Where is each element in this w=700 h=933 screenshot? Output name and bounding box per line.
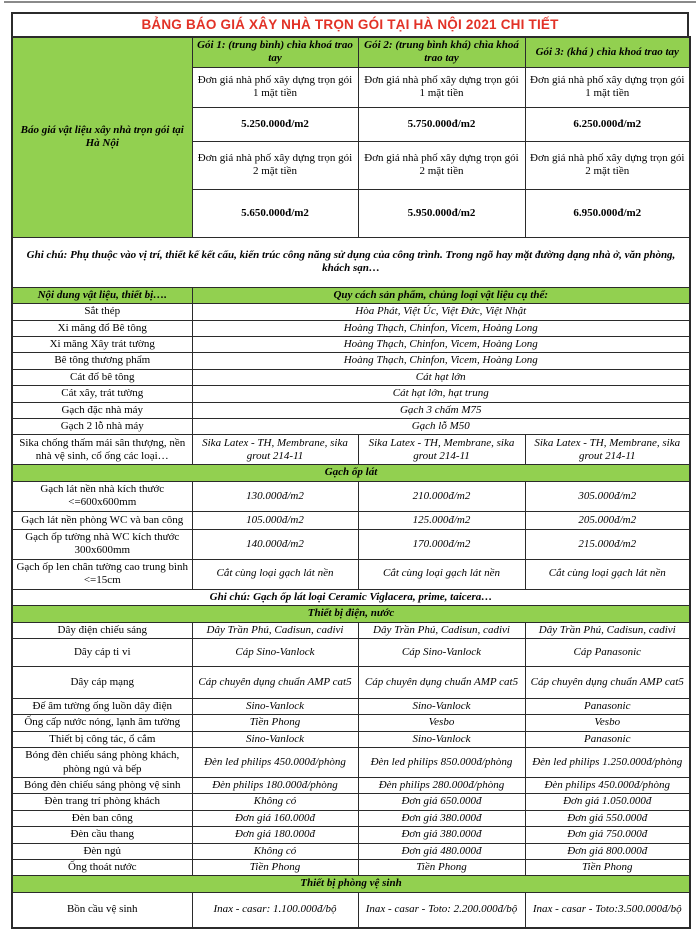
item-row <box>12 892 690 928</box>
item-value: Đèn philips 280.000đ/phòng <box>358 777 525 793</box>
section-header: Thiết bị điện, nước <box>12 606 690 622</box>
section-row <box>12 876 690 892</box>
item-value: Hoàng Thạch, Chinfon, Vicem, Hoàng Long <box>192 320 690 336</box>
item-value: Inax - casar - Toto:3.500.000đ/bộ <box>525 892 690 928</box>
item-value: Cáp Sino-Vanlock <box>192 638 358 666</box>
item-row <box>12 559 690 589</box>
item-label: Xi măng Xây trát tường <box>12 337 192 353</box>
item-label: Đèn ngủ <box>12 843 192 859</box>
item-value: Đèn philips 180.000đ/phòng <box>192 777 358 793</box>
item-value: 140.000đ/m2 <box>192 529 358 559</box>
desc-cell: Đơn giá nhà phố xây dựng trọn gói 1 mặt tiền <box>192 67 358 107</box>
item-value: Đơn giá 180.000đ <box>192 827 358 843</box>
item-value: Cát hạt lớn <box>192 369 690 385</box>
item-row <box>12 419 690 435</box>
price-cell: 5.950.000đ/m2 <box>358 189 525 237</box>
item-value: Hoàng Thạch, Chinfon, Vicem, Hoàng Long <box>192 337 690 353</box>
item-label: Sắt thép <box>12 304 192 320</box>
item-value: Không có <box>192 843 358 859</box>
item-value: 305.000đ/m2 <box>525 481 690 511</box>
item-value: 130.000đ/m2 <box>192 481 358 511</box>
item-row <box>12 827 690 843</box>
item-value: Tiền Phong <box>192 859 358 875</box>
item-row <box>12 843 690 859</box>
item-value: Đơn giá 650.000đ <box>358 794 525 810</box>
item-row <box>12 715 690 731</box>
item-value: 210.000đ/m2 <box>358 481 525 511</box>
price-cell: 5.250.000đ/m2 <box>192 107 358 141</box>
item-value: Cáp Panasonic <box>525 638 690 666</box>
item-row <box>12 731 690 747</box>
item-value: Cắt cùng loại gạch lát nền <box>192 559 358 589</box>
note-row <box>12 237 690 287</box>
item-row <box>12 304 690 320</box>
item-row <box>12 859 690 875</box>
price-cell: 6.250.000đ/m2 <box>525 107 690 141</box>
item-label: Dây cáp mạng <box>12 666 192 698</box>
item-value: Không có <box>192 794 358 810</box>
package-header: Gói 1: (trung bình) chìa khoá trao tay <box>192 37 358 67</box>
section-header: Gạch ốp lát <box>12 465 690 481</box>
price-cell: 5.750.000đ/m2 <box>358 107 525 141</box>
item-row <box>12 810 690 826</box>
price-cell: 6.950.000đ/m2 <box>525 189 690 237</box>
item-value: Sino-Vanlock <box>358 698 525 714</box>
item-value: Cáp chuyên dụng chuẩn AMP cat5 <box>192 666 358 698</box>
item-value: Tiền Phong <box>358 859 525 875</box>
item-value: Gạch 3 chấm M75 <box>192 402 690 418</box>
materials-quote-label: Báo giá vật liệu xây nhà trọn gói tại Hà Nội <box>12 37 192 237</box>
item-label: Sika chống thấm mái sân thượng, nền nhà vệ sinh, cổ ống các loại… <box>12 435 192 465</box>
item-value: Sika Latex - TH, Membrane, sika grout 214-11 <box>525 435 690 465</box>
item-label: Xi măng đổ Bê tông <box>12 320 192 336</box>
package-header: Gói 2: (trung bình khá) chìa khoá trao tay <box>358 37 525 67</box>
item-label: Bồn cầu vệ sinh <box>12 892 192 928</box>
item-value: Vesbo <box>358 715 525 731</box>
note-row <box>12 589 690 605</box>
item-label: Thiết bị công tác, ổ cắm <box>12 731 192 747</box>
item-value: 215.000đ/m2 <box>525 529 690 559</box>
item-value: Đơn giá 1.050.000đ <box>525 794 690 810</box>
item-value: Dây Trần Phú, Cadisun, cadivi <box>358 622 525 638</box>
package-header-row <box>12 37 690 67</box>
item-value: Gạch lỗ M50 <box>192 419 690 435</box>
item-value: Sino-Vanlock <box>192 731 358 747</box>
item-row <box>12 320 690 336</box>
item-value: Đơn giá 380.000đ <box>358 827 525 843</box>
item-row <box>12 666 690 698</box>
item-value: Đơn giá 160.000đ <box>192 810 358 826</box>
item-row <box>12 402 690 418</box>
item-row <box>12 369 690 385</box>
item-value: Dây Trần Phú, Cadisun, cadivi <box>525 622 690 638</box>
item-row <box>12 698 690 714</box>
item-value: Panasonic <box>525 731 690 747</box>
item-value: Đơn giá 800.000đ <box>525 843 690 859</box>
desc-cell: Đơn giá nhà phố xây dựng trọn gói 1 mặt tiền <box>525 67 690 107</box>
item-value: Sino-Vanlock <box>358 731 525 747</box>
item-label: Gạch 2 lỗ nhà máy <box>12 419 192 435</box>
item-value: Đơn giá 480.000đ <box>358 843 525 859</box>
item-row <box>12 529 690 559</box>
package-header: Gói 3: (khá ) chìa khoá trao tay <box>525 37 690 67</box>
item-value: Hoàng Thạch, Chinfon, Vicem, Hoàng Long <box>192 353 690 369</box>
item-value: Vesbo <box>525 715 690 731</box>
item-value: Panasonic <box>525 698 690 714</box>
item-value: Cắt cùng loại gạch lát nền <box>525 559 690 589</box>
item-row <box>12 748 690 778</box>
column-header-items: Nội dung vật liệu, thiết bị…. <box>12 287 192 303</box>
pricing-table <box>11 36 691 929</box>
item-value: Đơn giá 380.000đ <box>358 810 525 826</box>
item-label: Đế âm tường ống luồn dây điện <box>12 698 192 714</box>
item-value: Hòa Phát, Việt Úc, Việt Đức, Việt Nhật <box>192 304 690 320</box>
item-row <box>12 622 690 638</box>
item-row <box>12 638 690 666</box>
item-label: Đèn ban công <box>12 810 192 826</box>
top-divider <box>4 1 696 3</box>
item-label: Ống thoát nước <box>12 859 192 875</box>
price-cell: 5.650.000đ/m2 <box>192 189 358 237</box>
item-label: Gạch lát nền nhà kích thước <=600x600mm <box>12 481 192 511</box>
item-row <box>12 794 690 810</box>
item-label: Gạch lát nền phòng WC và ban công <box>12 511 192 529</box>
item-row <box>12 337 690 353</box>
item-row <box>12 386 690 402</box>
item-value: Đèn led philips 1.250.000đ/phòng <box>525 748 690 778</box>
item-value: Đèn led philips 850.000đ/phòng <box>358 748 525 778</box>
note-main: Ghi chú: Phụ thuộc vào vị trí, thiết kế kết cấu, kiến trúc công năng sử dụng của công trình. Trong ngõ hay mặt đường dạng nhà ở, văn phòng, khách sạn… <box>12 237 690 287</box>
item-label: Gạch ốp tường nhà WC kích thước 300x600mm <box>12 529 192 559</box>
item-value: 105.000đ/m2 <box>192 511 358 529</box>
desc-cell: Đơn giá nhà phố xây dựng trọn gói 2 mặt tiền <box>358 141 525 189</box>
item-row <box>12 353 690 369</box>
desc-cell: Đơn giá nhà phố xây dựng trọn gói 2 mặt tiền <box>192 141 358 189</box>
page-title: BẢNG BÁO GIÁ XÂY NHÀ TRỌN GÓI TẠI HÀ NỘI 2021 CHI TIẾT <box>11 12 689 36</box>
item-value: Inax - casar - Toto: 2.200.000đ/bộ <box>358 892 525 928</box>
price-document <box>0 1 700 929</box>
item-value: Đèn led philips 450.000đ/phòng <box>192 748 358 778</box>
item-value: Đèn philips 450.000đ/phòng <box>525 777 690 793</box>
item-value: Sino-Vanlock <box>192 698 358 714</box>
item-label: Bê tông thương phẩm <box>12 353 192 369</box>
desc-cell: Đơn giá nhà phố xây dựng trọn gói 1 mặt tiền <box>358 67 525 107</box>
item-value: Dây Trần Phú, Cadisun, cadivi <box>192 622 358 638</box>
column-header-spec: Quy cách sản phẩm, chủng loại vật liệu cụ thể: <box>192 287 690 303</box>
item-row <box>12 435 690 465</box>
item-value: Cáp chuyên dụng chuẩn AMP cat5 <box>525 666 690 698</box>
item-value: Tiền Phong <box>525 859 690 875</box>
item-value: Sika Latex - TH, Membrane, sika grout 214-11 <box>192 435 358 465</box>
item-value: Đơn giá 550.000đ <box>525 810 690 826</box>
item-value: Sika Latex - TH, Membrane, sika grout 214-11 <box>358 435 525 465</box>
item-label: Cát xây, trát tường <box>12 386 192 402</box>
item-label: Đèn trang trí phòng khách <box>12 794 192 810</box>
item-value: Tiền Phong <box>192 715 358 731</box>
item-row <box>12 481 690 511</box>
section-row <box>12 465 690 481</box>
item-label: Dây điện chiếu sáng <box>12 622 192 638</box>
item-value: Đơn giá 750.000đ <box>525 827 690 843</box>
item-label: Gạch đặc nhà máy <box>12 402 192 418</box>
item-value: Cáp Sino-Vanlock <box>358 638 525 666</box>
item-value: 125.000đ/m2 <box>358 511 525 529</box>
item-label: Bóng đèn chiếu sáng phòng khách, phòng ngủ và bếp <box>12 748 192 778</box>
note-row-text: Ghi chú: Gạch ốp lát loại Ceramic Viglacera, prime, taicera… <box>12 589 690 605</box>
item-value: 170.000đ/m2 <box>358 529 525 559</box>
item-label: Bóng đèn chiếu sáng phòng vệ sinh <box>12 777 192 793</box>
item-value: 205.000đ/m2 <box>525 511 690 529</box>
item-value: Cáp chuyên dụng chuẩn AMP cat5 <box>358 666 525 698</box>
desc-cell: Đơn giá nhà phố xây dựng trọn gói 2 mặt tiền <box>525 141 690 189</box>
item-label: Gạch ốp len chân tường cao trung bình <=15cm <box>12 559 192 589</box>
materials-header-row <box>12 287 690 303</box>
item-value: Inax - casar: 1.100.000đ/bộ <box>192 892 358 928</box>
item-label: Dây cáp ti vi <box>12 638 192 666</box>
section-row <box>12 606 690 622</box>
section-header: Thiết bị phòng vệ sinh <box>12 876 690 892</box>
item-value: Cát hạt lớn, hạt trung <box>192 386 690 402</box>
item-row <box>12 511 690 529</box>
item-row <box>12 777 690 793</box>
item-label: Cát đổ bê tông <box>12 369 192 385</box>
item-value: Cắt cùng loại gạch lát nền <box>358 559 525 589</box>
item-label: Ống cấp nước nóng, lạnh âm tường <box>12 715 192 731</box>
item-label: Đèn cầu thang <box>12 827 192 843</box>
